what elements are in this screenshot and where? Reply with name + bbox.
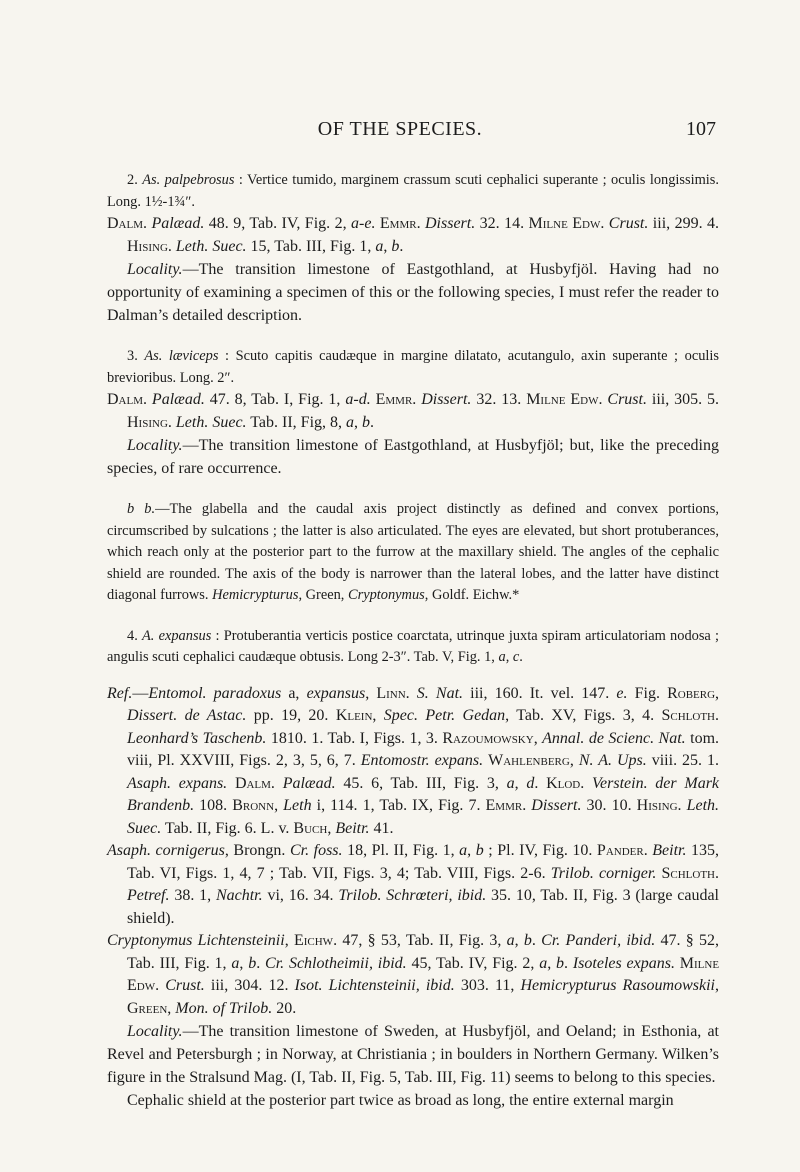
text-paragraph: Cephalic shield at the posterior part twice as broad as long, the entire external margin xyxy=(127,1092,674,1109)
text-paragraph: 2. As. palpebrosus : Vertice tumido, marginem crassum scuti cephalici superante ; oculis longissimis. Long. 1½-1¾″. xyxy=(107,172,719,210)
text-paragraph: b b.—The glabella and the caudal axis project distinctly as defined and convex portions, circumscribed by sulcations ; the latter is also articulated. The eyes are elevated, but short protuberances, which reach only at the posterior part to the furrow at the maxillary shield. The angles of the cephalic shield are rounded. The axis of the body is narrower than the lateral lobes, and the latter have distinct diagonal furrows. Hemicrypturus, Green, Cryptonymus, Goldf. Eichw.* xyxy=(107,501,719,603)
text-paragraph: Locality.—The transition limestone of Eastgothland, at Husbyfjöl. Having had no opportunity of examining a specimen of this or the following species, I must refer the reader to Dalman’s detailed description. xyxy=(107,261,719,324)
reference-paragraph: Dalm. Palæad. 48. 9, Tab. IV, Fig. 2, a-e. Emmr. Dissert. 32. 14. Milne Edw. Crust. iii, 299. 4. Hising. Leth. Suec. 15, Tab. III, Fig. 1, a, b. xyxy=(107,215,720,255)
paragraph-gap xyxy=(107,327,719,346)
reference-paragraph: Asaph. cornigerus, Brongn. Cr. foss. 18, Pl. II, Fig. 1, a, b ; Pl. IV, Fig. 10. Pander. Beitr. 135, Tab. VI, Figs. 1, 4, 7 ; Tab. VII, Figs. 3, 4; Tab. VIII, Figs. 2-6. Trilob. corniger. Schloth. Petref. 38. 1, Nachtr. vi, 16. 34. Trilob. Schrœteri, ibid. 35. 10, Tab. II, Fig. 3 (large caudal shield). xyxy=(107,842,720,927)
text-paragraph: 3. As. læviceps : Scuto capitis caudæque in margine dilatato, acutangulo, axin superante ; oculis brevioribus. Long. 2″. xyxy=(107,348,719,386)
reference-paragraph: Ref.—Entomol. paradoxus a, expansus, Linn. S. Nat. iii, 160. It. vel. 147. e. Fig. Roberg, Dissert. de Astac. pp. 19, 20. Klein, Spec. Petr. Gedan, Tab. XV, Figs. 3, 4. Schloth. Leonhard’s Taschenb. 1810. 1. Tab. I, Figs. 1, 3. Razoumowsky, Annal. de Scienc. Nat. tom. viii, Pl. XXVIII, Figs. 2, 3, 5, 6, 7. Entomostr. expans. Wahlenberg, N. A. Ups. viii. 25. 1. Asaph. expans. Dalm. Palæad. 45. 6, Tab. III, Fig. 3, a, d. Klod. Verstein. der Mark Brandenb. 108. Bronn, Leth i, 114. 1, Tab. IX, Fig. 7. Emmr. Dissert. 30. 10. Hising. Leth. Suec. Tab. II, Fig. 6. L. v. Buch, Beitr. 41. xyxy=(107,684,720,837)
reference-paragraph: Cryptonymus Lichtensteinii, Eichw. 47, § 53, Tab. II, Fig. 3, a, b. Cr. Panderi, ibid. 47. § 52, Tab. III, Fig. 1, a, b. Cr. Schlotheimii, ibid. 45, Tab. IV, Fig. 2, a, b. Isoteles expans. Milne Edw. Crust. iii, 304. 12. Isot. Lichtensteinii, ibid. 303. 11, Hemicrypturus Rasoumowskii, Green, Mon. of Trilob. 20. xyxy=(107,932,720,1017)
page-number: 107 xyxy=(686,118,716,140)
reference-paragraph: Dalm. Palæad. 47. 8, Tab. I, Fig. 1, a-d. Emmr. Dissert. 32. 13. Milne Edw. Crust. iii, 305. 5. Hising. Leth. Suec. Tab. II, Fig, 8, a, b. xyxy=(107,391,720,431)
running-head-title: OF THE SPECIES. xyxy=(317,118,483,140)
text-paragraph: Locality.—The transition limestone of Eastgothland, at Husbyfjöl; but, like the preceding species, of rare occurrence. xyxy=(107,437,719,477)
text-paragraph: Locality.—The transition limestone of Sweden, at Husbyfjöl, and Oeland; in Esthonia, at Revel and Petersburgh ; in Norway, at Christiania ; in boulders in Northern Germany. Wilken’s figure in the Stralsund Mag. (I, Tab. II, Fig. 5, Tab. III, Fig. 11) seems to belong to this species. xyxy=(107,1023,719,1086)
text-paragraph: 4. A. expansus : Protuberantia verticis postice coarctata, utrinque juxta spiram articulatoriam nodosa ; angulis scuti cephalici caudæque obtusis. Long 2-3″. Tab. V, Fig. 1, a, c. xyxy=(107,627,720,665)
running-head xyxy=(0,118,800,144)
paragraph-gap xyxy=(107,669,719,683)
paragraph-gap xyxy=(107,480,719,499)
paragraph-gap xyxy=(107,607,719,626)
page-body xyxy=(107,170,719,1112)
